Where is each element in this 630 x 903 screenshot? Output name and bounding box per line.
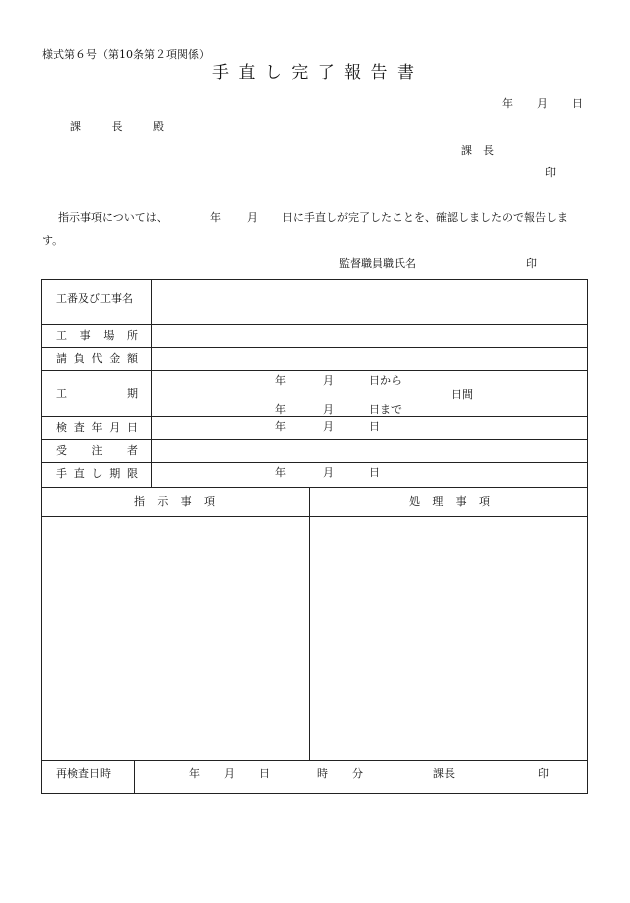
reinspection-year: 年 <box>189 767 200 780</box>
label-inspection-date: 検 査 年 月 日 <box>56 421 138 434</box>
report-table <box>41 279 588 761</box>
date-month: 月 <box>537 97 548 110</box>
reinspection-label: 再検査日時 <box>56 767 111 780</box>
row-divider <box>41 487 588 488</box>
body-text-part1: 指示事項については、 <box>58 211 168 224</box>
sender-title: 課 長 <box>461 144 494 157</box>
content-column-divider <box>309 487 310 761</box>
label-column-divider <box>151 279 152 488</box>
label-contract-amount: 請 負 代 金 額 <box>56 352 138 365</box>
addressee: 課 長 殿 <box>70 120 164 133</box>
reinspection-row <box>41 760 588 794</box>
label-project-name: 工番及び工事名 <box>56 292 133 305</box>
period-from-year: 年 <box>275 374 286 387</box>
deadline-month: 月 <box>323 466 334 479</box>
form-number: 様式第６号（第10条第２項関係） <box>42 48 210 61</box>
reinspection-month: 月 <box>224 767 235 780</box>
body-text-line2: す。 <box>42 234 64 247</box>
deadline-year: 年 <box>275 466 286 479</box>
row-divider <box>41 416 588 417</box>
body-text-part2: 日に手直しが完了したことを、確認しましたので報告しま <box>282 211 568 224</box>
label-site: 工 事 場 所 <box>56 329 138 342</box>
deadline-day: 日 <box>369 466 380 479</box>
row-divider <box>41 516 588 517</box>
inspection-year: 年 <box>275 420 286 433</box>
inspector-seal: 印 <box>526 257 537 270</box>
inspection-day: 日 <box>369 420 380 433</box>
date-day: 日 <box>572 97 583 110</box>
body-year: 年 <box>210 211 221 224</box>
reinspection-minute: 分 <box>352 767 363 780</box>
page-title: 手 直 し 完 了 報 告 書 <box>212 63 414 83</box>
reinspection-divider <box>134 760 135 794</box>
header-instructions: 指 示 事 項 <box>134 495 215 508</box>
row-divider <box>41 324 588 325</box>
row-divider <box>41 347 588 348</box>
reinspection-seal: 印 <box>538 767 549 780</box>
row-divider <box>41 462 588 463</box>
row-divider <box>41 370 588 371</box>
label-contractor: 受 注 者 <box>56 444 138 457</box>
reinspection-day: 日 <box>259 767 270 780</box>
reinspection-chief: 課長 <box>433 767 455 780</box>
date-year: 年 <box>502 97 513 110</box>
inspection-month: 月 <box>323 420 334 433</box>
body-month: 月 <box>247 211 258 224</box>
period-to-month: 月 <box>323 403 334 416</box>
period-to-year: 年 <box>275 403 286 416</box>
row-divider <box>41 439 588 440</box>
inspector-label: 監督職員職氏名 <box>339 257 416 270</box>
header-actions: 処 理 事 項 <box>409 495 490 508</box>
label-deadline: 手 直 し 期 限 <box>56 467 138 480</box>
period-from-month: 月 <box>323 374 334 387</box>
period-days: 日間 <box>451 388 473 401</box>
period-from-day: 日から <box>369 374 402 387</box>
seal-mark: 印 <box>545 166 556 179</box>
reinspection-hour: 時 <box>317 767 328 780</box>
period-to-day: 日まで <box>369 403 402 416</box>
label-period: 工 期 <box>56 387 138 400</box>
